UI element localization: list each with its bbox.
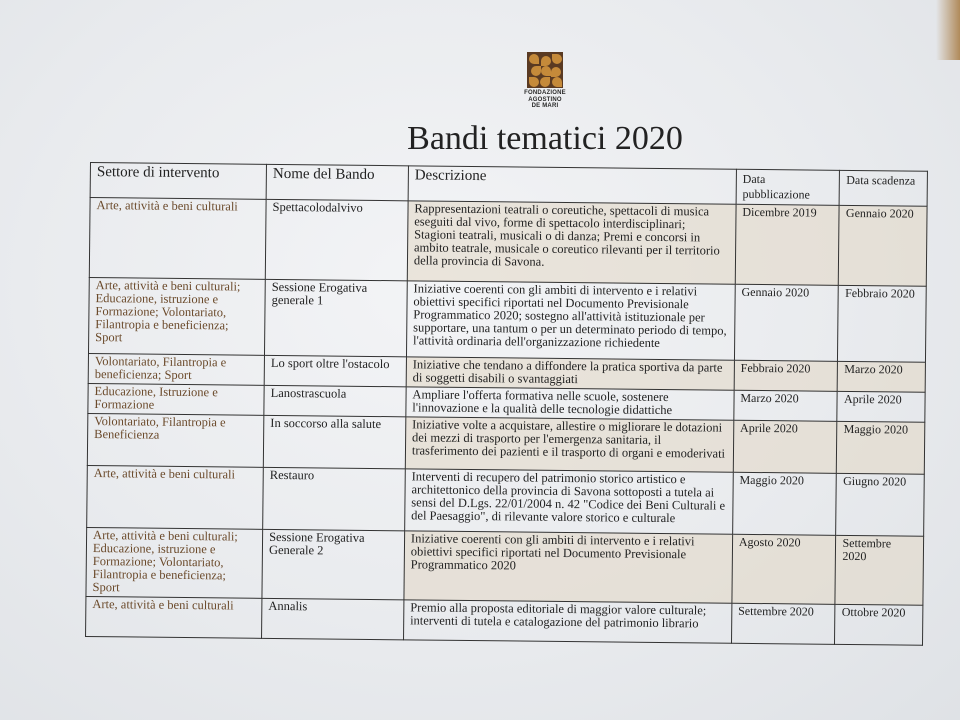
- cell-scadenza: Marzo 2020: [838, 361, 926, 392]
- cell-descrizione: Ampliare l'offerta formativa nelle scuole, sostenere l'innovazione e la qualità delle tecnologie didattiche: [406, 387, 734, 420]
- table-row: [89, 198, 927, 287]
- cell-pubblicazione: Gennaio 2020: [734, 284, 838, 361]
- cell-descrizione: Premio alla proposta editoriale di maggior valore culturale; interventi di tutela e catalogazione del patrimonio librario: [403, 600, 731, 643]
- cell-pubblicazione: Febbraio 2020: [734, 360, 838, 391]
- table-edge: [936, 0, 960, 60]
- cell-nome: Restauro: [263, 467, 405, 530]
- cell-settore: Arte, attività e beni culturali: [89, 198, 266, 280]
- cell-settore: Educazione, Istruzione e Formazione: [88, 383, 264, 415]
- cell-descrizione: Iniziative coerenti con gli ambiti di intervento e i relativi obiettivi specifici riportati nel Documento Previsionale Programmatico 2020: [404, 531, 733, 603]
- cell-scadenza: Aprile 2020: [837, 391, 925, 422]
- bandi-table: [85, 162, 928, 646]
- logo-text: [522, 90, 568, 110]
- header-pubblicazione: Data pubblicazione: [736, 169, 840, 205]
- cell-scadenza: Febbraio 2020: [838, 285, 926, 362]
- cell-nome: Spettacolodalvivo: [265, 199, 408, 280]
- cell-nome: Lo sport oltre l'ostacolo: [264, 355, 406, 386]
- logo-line-3: DE MARI: [531, 103, 559, 109]
- cell-pubblicazione: Agosto 2020: [732, 534, 836, 604]
- cell-settore: Arte, attività e beni culturali; Educazione, istruzione e Formazione; Volontariato, Filantropia e beneficienza; Sport: [88, 277, 265, 355]
- cell-descrizione: Iniziative coerenti con gli ambiti di intervento e i relativi obiettivi specifici riportati nel Documento Previsionale Programmatico 2020; sostegno all'attività istituzionale per supportare, una tantum o per un determinato periodo di tempo, l'attività ordinaria dell'organizzazione richiedente: [406, 281, 735, 360]
- logo-line-1: FONDAZIONE: [524, 90, 566, 96]
- cell-pubblicazione: Dicembre 2019: [735, 204, 839, 285]
- cell-descrizione: Rappresentazioni teatrali o coreutiche, spettacoli di musica eseguiti dal vivo, forme di spettacolo interdisciplinari; Stagioni teatrali, musicali o di danza; Premi e concorsi in ambito teatrale, musicale o coreutico rilevanti per il territorio della provincia di Savona.: [407, 201, 736, 284]
- table-row: [87, 465, 925, 536]
- cell-scadenza: Maggio 2020: [837, 421, 925, 474]
- cell-nome: In soccorso alla salute: [263, 415, 405, 468]
- header-descrizione: Descrizione: [408, 166, 736, 204]
- cell-pubblicazione: Settembre 2020: [731, 603, 835, 644]
- table-row: [88, 277, 926, 362]
- table-row: [86, 527, 924, 605]
- header-scadenza: Data scadenza: [840, 170, 928, 206]
- cell-pubblicazione: Aprile 2020: [733, 420, 837, 473]
- table-row: [87, 413, 924, 474]
- cell-pubblicazione: Maggio 2020: [732, 472, 836, 535]
- cell-descrizione: Iniziative volte a acquistare, allestire o migliorare le dotazioni dei mezzi di trasporto per l'emergenza sanitaria, il trasferimento dei pazienti e il trasporto di organi e emoderivati: [405, 417, 733, 472]
- cell-scadenza: Gennaio 2020: [839, 205, 927, 286]
- cell-nome: Sessione Erogativa generale 1: [265, 279, 408, 356]
- cell-descrizione: Iniziative che tendano a diffondere la pratica sportiva da parte di soggetti disabili o svantaggiati: [406, 357, 734, 390]
- table-row: [86, 596, 923, 645]
- foundation-logo: [522, 52, 568, 110]
- cell-settore: Arte, attività e beni culturali: [86, 596, 262, 638]
- cell-pubblicazione: Marzo 2020: [734, 390, 838, 421]
- header-nome: Nome del Bando: [266, 164, 408, 200]
- cell-scadenza: Giugno 2020: [836, 473, 924, 536]
- cell-nome: Sessione Erogativa Generale 2: [262, 529, 405, 599]
- cell-settore: Volontariato, Filantropia e Beneficienza: [87, 413, 264, 467]
- cell-settore: Volontariato, Filantropia e beneficienza; Sport: [88, 353, 264, 385]
- cell-nome: Lanostrascuola: [264, 385, 406, 416]
- cell-nome: Annalis: [262, 598, 404, 639]
- cell-descrizione: Interventi di recupero del patrimonio storico artistico e architettonico della provincia di Savona sottoposti a tutela ai sensi del D.Lgs. 22/01/2004 n. 42 "Codice dei Beni Culturali e del Paesaggio", di rilevante valore storico e culturale: [405, 469, 734, 534]
- cell-settore: Arte, attività e beni culturali: [87, 465, 264, 529]
- cell-settore: Arte, attività e beni culturali; Educazione, istruzione e Formazione; Volontariato, Filantropia e beneficienza; Sport: [86, 527, 263, 598]
- cell-scadenza: Settembre 2020: [835, 535, 923, 605]
- cell-scadenza: Ottobre 2020: [835, 604, 923, 645]
- header-settore: Settore di intervento: [90, 163, 266, 200]
- logo-mark-icon: [527, 52, 563, 88]
- logo-line-2: AGOSTINO: [528, 96, 562, 103]
- page-title: Bandi tematici 2020: [407, 120, 683, 157]
